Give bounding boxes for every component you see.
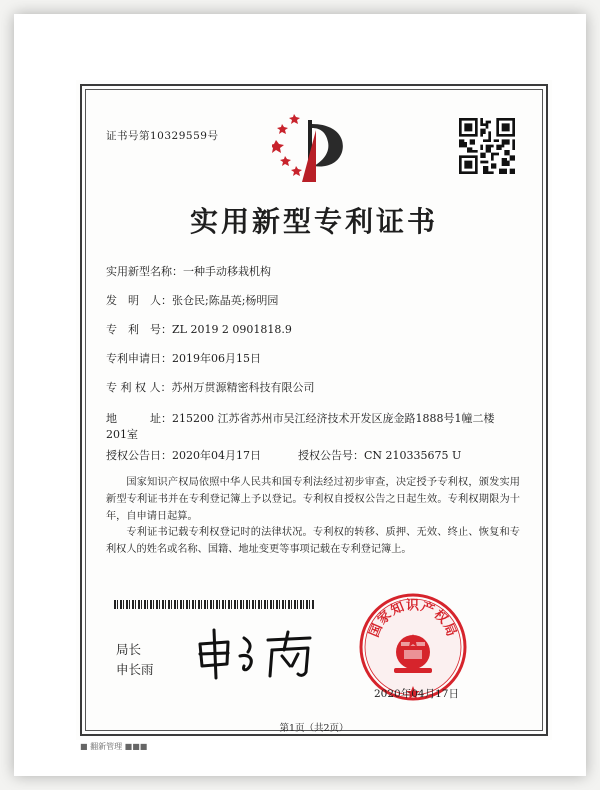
grant-date: 2020年04月17日 (172, 449, 261, 462)
patentee-label: 专 利 权 人： (106, 381, 172, 394)
photo-frame (14, 14, 586, 776)
inventor-row (106, 293, 278, 309)
grant-number-label: 授权公告号： (298, 449, 364, 462)
application-date-label: 专利申请日： (106, 352, 172, 365)
signature-image (194, 626, 318, 680)
patent-number: ZL 2019 2 0901818.9 (172, 323, 292, 336)
certificate-title: 实用新型专利证书 (189, 205, 438, 238)
legal-paragraph-1: 国家知识产权局依照中华人民共和国专利法经过初步审查，决定授予专利权，颁发实用新型专利证书并在专利登记簿上予以登记。专利权自授权公告之日起生效。专利权期限为十年，自申请日起算。 (106, 477, 520, 522)
grant-number-row (298, 448, 461, 464)
page-number: 第1页（共2页） (279, 723, 349, 734)
grant-date-label: 授权公告日： (106, 449, 172, 462)
patentee-row (106, 380, 315, 396)
grant-number: CN 210335675 U (364, 449, 462, 462)
grant-date-row (106, 448, 261, 464)
address-label: 地 址： (106, 412, 172, 425)
signatory-block (116, 640, 154, 680)
inventors: 张仓民;陈晶英;杨明园 (172, 294, 279, 307)
seal-date: 2020年04月17日 (374, 688, 459, 700)
inventor-label: 发 明 人： (106, 294, 172, 307)
utility-model-name: 一种手动移栽机构 (183, 265, 271, 278)
address-row (106, 411, 506, 443)
utility-model-name-label: 实用新型名称： (106, 265, 183, 278)
bottom-note: ■ 翻新管理 ■■■ (80, 742, 148, 751)
barcode (114, 600, 314, 609)
signatory-name: 申长雨 (116, 662, 154, 677)
cnipa-logo-icon (272, 110, 350, 184)
application-date: 2019年06月15日 (172, 352, 261, 365)
legal-paragraph-2: 专利证书记载专利权登记时的法律状况。专利权的转移、质押、无效、终止、恢复和专利权人的姓名或名称、国籍、地址变更等事项记载在专利登记簿上。 (106, 527, 520, 555)
signatory-title: 局长 (116, 642, 142, 657)
patent-number-label: 专 利 号： (106, 323, 172, 336)
patent-certificate (76, 80, 552, 740)
utility-model-name-row (106, 264, 271, 280)
application-date-row (106, 351, 261, 367)
patent-number-row (106, 322, 292, 338)
patentee: 苏州万贯源精密科技有限公司 (171, 381, 315, 394)
address: 215200 江苏省苏州市吴江经济技术开发区庞金路1888号1幢二楼201室 (106, 412, 495, 441)
certificate-number: 证书号第10329559号 (106, 130, 219, 142)
seal-text: 国家知识产权局 (366, 598, 460, 640)
qr-code (459, 118, 515, 174)
